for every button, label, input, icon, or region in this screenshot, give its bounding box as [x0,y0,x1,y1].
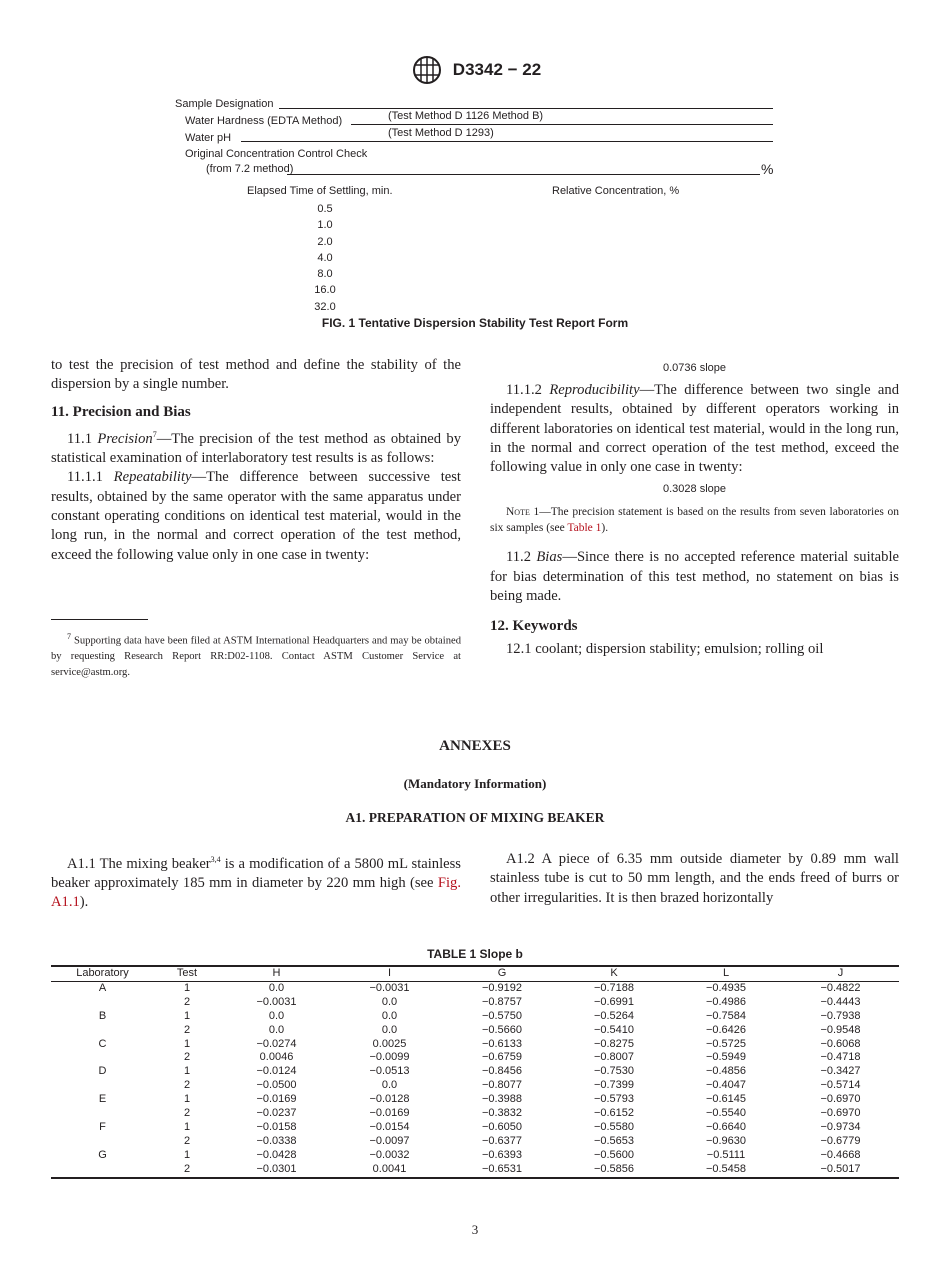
table-cell: −0.8077 [481,1079,523,1092]
table-row [51,1093,899,1107]
table-cell: 0.0 [381,1023,398,1036]
table-cell: −0.6152 [593,1107,635,1120]
page-header [0,55,950,85]
paragraph-11-2: 11.2 Bias—Since there is no accepted reference material suitable for bias determination of this test method, no statement on bias is being made. [490,549,899,605]
column-header: K [558,966,670,981]
time-value: 1.0 [317,219,333,232]
table-cell: −0.0338 [256,1134,297,1147]
intro-paragraph: to test the precision of test method and define the stability of the dispersion by a single number. [51,357,461,393]
right-column [490,356,899,659]
table-cell: −0.5653 [593,1134,635,1147]
sample-designation-line [279,108,773,109]
left-column [51,356,461,565]
table-cell: −0.9630 [705,1134,747,1147]
table-cell: −0.4047 [705,1079,747,1092]
table-cell: −0.0513 [369,1065,410,1078]
table-cell: −0.8007 [593,1051,635,1064]
table-cell: −0.5580 [593,1120,635,1133]
table-cell: −0.5111 [706,1148,746,1161]
table-cell: −0.6970 [820,1093,861,1106]
table-cell: −0.0428 [256,1148,297,1161]
table-cell: −0.0169 [369,1107,410,1120]
table-cell: −0.6531 [481,1162,523,1175]
table-cell: −0.5264 [593,1009,635,1022]
table-body [51,981,899,1177]
original-conc-line [287,174,760,175]
footnote-7: $^7$ Supporting data have been filed at ASTM International Headquarters and may be obtained by requesting Research Report RR:D02-1108. Contact ASTM Customer Service at service@astm.org. [51,632,461,678]
paragraph-11-1: 11.1 Precision$^7$—The precision of the test method as obtained by statistical examination of interlaboratory test results is as follows: [51,429,461,467]
table-cell: −0.6970 [820,1107,861,1120]
table-row [51,1010,899,1024]
table-cell: −0.6991 [593,995,635,1008]
table-cell: 0.0 [268,1023,285,1036]
table-cell: −0.6640 [705,1120,747,1133]
paragraph-a1-1: A1.1 The mixing beaker$^{3,4}$ is a modification of a 5800 mL stainless beaker approximately 185 mm in diameter by 220 mm high (see Fig. A1.1). [51,855,461,911]
water-ph-label: Water pH [185,132,232,144]
astm-logo-icon [409,55,445,85]
table-cell: 0.0025 [372,1037,407,1050]
table-cell: 0.0 [381,1009,398,1022]
table-cell: −0.8456 [481,1065,523,1078]
table-cell [51,1107,154,1121]
time-value: 32.0 [314,300,336,313]
table-1-link[interactable]: Table 1 [567,522,602,535]
table-cell: −0.6426 [705,1023,747,1036]
sample-designation-label: Sample Designation [175,98,274,110]
note-1: Note 1—The precision statement is based on the results from seven laboratories on six samples (see Table 1). [490,506,899,535]
table-cell: −0.0237 [256,1107,297,1120]
table-caption: TABLE 1 Slope b [427,947,523,961]
table-cell: 0.0 [381,995,398,1008]
table-cell: 1 [183,981,191,994]
table-cell: 0.0041 [372,1162,407,1175]
table-cell: 2 [183,1162,191,1175]
table-cell: 2 [183,1134,191,1147]
table-cell: −0.5540 [705,1107,747,1120]
figure-caption: FIG. 1 Tentative Dispersion Stability Test Report Form [321,316,629,330]
table-cell: −0.5714 [820,1079,861,1092]
table-cell: −0.0124 [256,1065,297,1078]
table-cell: −0.9548 [820,1023,861,1036]
table-row [51,1121,899,1135]
table-cell: −0.5410 [593,1023,635,1036]
table-cell: −0.5600 [593,1148,635,1161]
relative-conc-header: Relative Concentration, % [552,185,680,197]
table-cell: −0.0128 [369,1093,410,1106]
section-11-title: 11. Precision and Bias [51,403,191,420]
annex-a1-title: A1. PREPARATION OF MIXING BEAKER [345,810,605,825]
slope-table [51,965,899,1179]
table-cell: 0.0 [268,1009,285,1022]
table-cell: −0.0032 [369,1148,410,1161]
repeatability-value: 0.0736 slope [663,362,726,374]
table-row [51,996,899,1010]
table-cell: E [98,1093,107,1106]
table-cell: −0.6068 [820,1037,861,1050]
time-value: 2.0 [317,235,333,248]
document-designation: D3342 − 22 [452,60,542,79]
table-row [51,981,899,995]
table-cell: −0.5660 [481,1023,523,1036]
table-cell: −0.0500 [256,1079,297,1092]
table-cell [51,996,154,1010]
table-cell [51,1079,154,1093]
table-cell: −0.5017 [820,1162,861,1175]
water-ph-method: (Test Method D 1293) [388,127,494,139]
table-cell: −0.0274 [256,1037,297,1050]
paragraph-11-1-1: 11.1.1 Repeatability—The difference between successive test results, obtained by the same operator with the same apparatus under constant operating conditions on identical test material, would in the long run, in the normal and correct operation of the test method, exceed the following value only in one case in twenty: [51,469,461,563]
table-cell: −0.0097 [369,1134,410,1147]
table-cell: −0.9734 [820,1120,861,1133]
time-value: 0.5 [317,203,333,215]
water-hardness-label: Water Hardness (EDTA Method) [185,115,343,127]
column-header: I [333,966,446,981]
table-cell: −0.6133 [481,1037,523,1050]
table-cell: −0.5949 [705,1051,747,1064]
annexes-title: ANNEXES [439,738,511,754]
table-cell: −0.7530 [593,1065,635,1078]
table-cell: 2 [183,1051,191,1064]
table-cell [51,1163,154,1178]
table-cell: 2 [183,1079,191,1092]
table-cell: −0.3427 [820,1065,861,1078]
original-conc-label: Original Concentration Control Check [185,148,368,160]
table-cell: −0.3832 [481,1107,523,1120]
table-cell: −0.6145 [705,1093,747,1106]
table-cell: −0.9192 [481,981,523,994]
table-cell: −0.5856 [593,1162,635,1175]
table-cell: −0.4668 [820,1148,861,1161]
table-cell: −0.5750 [481,1009,523,1022]
table-cell: −0.6377 [481,1134,523,1147]
table-cell: 2 [183,1107,191,1120]
table-cell: −0.8757 [481,995,523,1008]
page-number: 3 [471,1222,479,1237]
table-cell: −0.6779 [820,1134,861,1147]
table-cell: −0.0031 [256,995,297,1008]
table-row [51,1079,899,1093]
table-cell: C [98,1037,107,1050]
table-row [51,1065,899,1079]
table-cell: 2 [183,1023,191,1036]
table-cell: 1 [183,1065,191,1078]
table-cell: −0.4822 [820,981,861,994]
table-cell: A [98,981,107,994]
table-cell: −0.6393 [481,1148,523,1161]
table-cell: −0.0301 [256,1162,297,1175]
table-cell: G [98,1148,107,1161]
elapsed-times-list [300,201,350,315]
table-cell: −0.0158 [256,1120,297,1133]
table-cell: −0.5725 [705,1037,747,1050]
table-cell: 0.0 [381,1079,398,1092]
table-cell: −0.6050 [481,1120,523,1133]
table-row [51,1051,899,1065]
elapsed-time-header: Elapsed Time of Settling, min. [247,185,393,197]
paragraph-11-1-2: 11.1.2 Reproducibility—The difference between two single and independent results, obtained by different operators working in different laboratories on identical test material, would in the long run, in the normal and correct operation of the test method, exceed the following value in only one case in twenty: [490,382,899,476]
table-cell: −0.7188 [593,981,635,994]
table-cell: −0.5793 [593,1093,635,1106]
table-cell: 1 [183,1148,191,1161]
table-row [51,1038,899,1052]
footnote-divider [51,619,148,620]
time-value: 4.0 [317,251,333,264]
reproducibility-value: 0.3028 slope [663,483,726,496]
water-hardness-method: (Test Method D 1126 Method B) [388,110,544,122]
table-cell: −0.5458 [705,1162,747,1175]
table-cell [51,1024,154,1038]
table-cell: −0.0169 [256,1093,297,1106]
table-row [51,1135,899,1149]
table-row [51,1107,899,1121]
table-cell: −0.8275 [593,1037,635,1050]
table-cell: −0.0031 [369,981,410,994]
annexes-subtitle: (Mandatory Information) [403,776,547,791]
column-header: Laboratory [51,966,154,981]
table-cell: D [98,1065,107,1078]
table-cell: −0.7399 [593,1079,635,1092]
table-cell: −0.4856 [705,1065,747,1078]
table-cell: 0.0046 [259,1051,294,1064]
fig-a1-1-link[interactable]: Fig. A1.1 [51,875,461,911]
table-cell: 1 [183,1009,191,1022]
table-cell [51,1051,154,1065]
column-header: J [782,966,899,981]
table-cell: −0.7938 [820,1009,861,1022]
table-cell [51,1135,154,1149]
table-cell: −0.3988 [481,1093,523,1106]
column-header: Test [154,966,220,981]
table-cell: B [98,1009,107,1022]
table-cell: 0.0 [268,981,285,994]
water-hardness-line [351,124,773,125]
table-cell: 1 [183,1093,191,1106]
table-row [51,1163,899,1178]
section-12-title: 12. Keywords [490,618,578,635]
time-value: 8.0 [317,268,333,281]
table-cell: 1 [183,1037,191,1050]
percent-sign: % [761,161,774,177]
table-row [51,1024,899,1038]
table-cell: −0.0099 [369,1051,410,1064]
column-header: H [220,966,333,981]
paragraph-a1-2: A1.2 A piece of 6.35 mm outside diameter by 0.89 mm wall stainless tube is cut to 50 mm length, and the ends freed of burrs or other irregularities. It is then brazed horizontally [490,851,899,906]
table-cell: −0.7584 [705,1009,747,1022]
water-ph-line [241,141,773,142]
column-header: G [446,966,558,981]
column-header: L [670,966,782,981]
table-cell: 1 [183,1120,191,1133]
paragraph-12-1: 12.1 coolant; dispersion stability; emulsion; rolling oil [506,640,824,657]
original-conc-sublabel: (from 7.2 method) [206,163,294,175]
table-cell: −0.4443 [820,995,861,1008]
table-cell: 2 [183,995,191,1008]
table-cell: −0.4718 [820,1051,861,1064]
table-header-row [51,966,899,981]
table-cell: −0.6759 [481,1051,523,1064]
table-cell: −0.0154 [369,1120,410,1133]
time-value: 16.0 [314,284,336,297]
table-cell: −0.4935 [705,981,747,994]
table-cell: −0.4986 [705,995,747,1008]
table-cell: F [99,1120,106,1133]
table-row [51,1149,899,1163]
